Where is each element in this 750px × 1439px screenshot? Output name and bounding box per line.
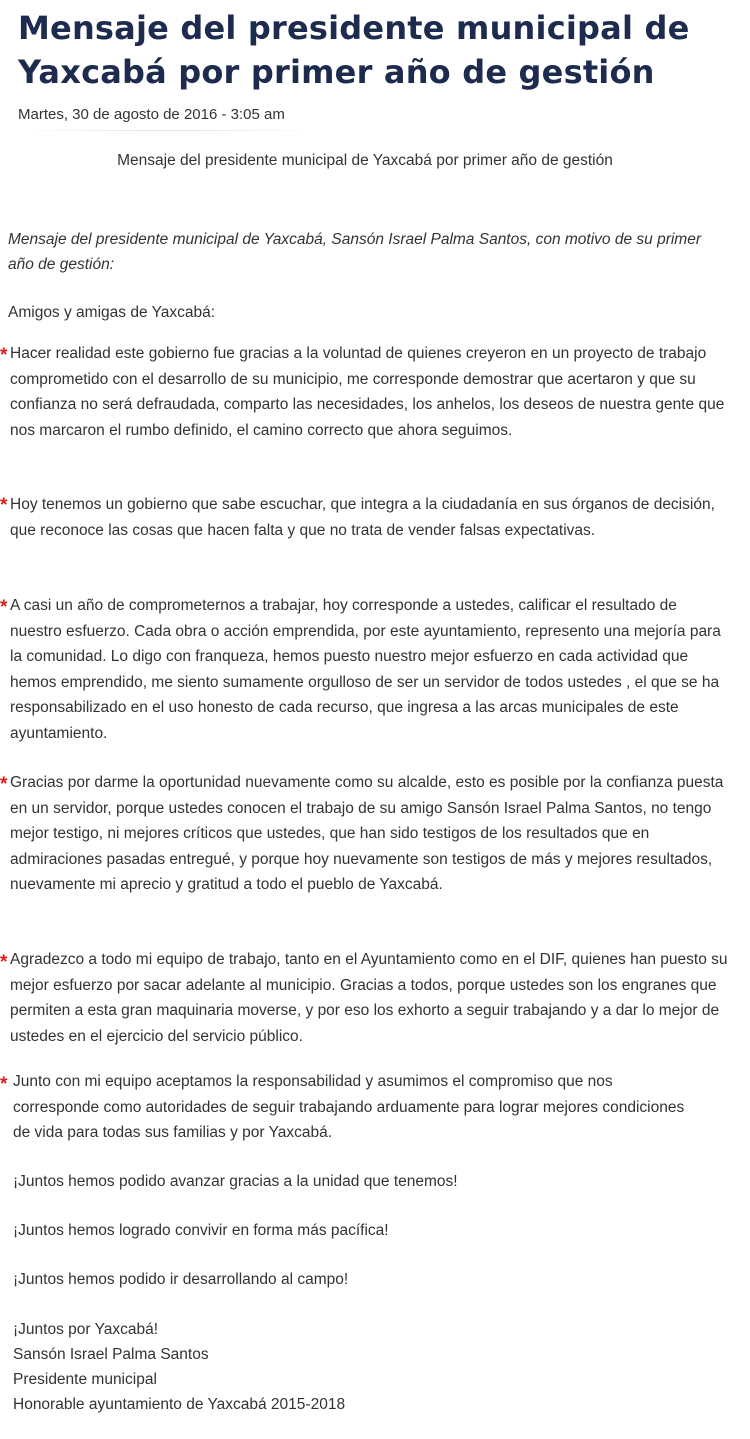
asterisk-bullet-icon: * — [0, 345, 8, 366]
message-paragraph: A casi un año de comprometernos a trabajar, hoy corresponde a ustedes, calificar el resultado de nuestro esfuerzo. Cada obra o acción emprendida, por este ayuntamiento, represento una mejoría para la comunidad. Lo digo con franqueza, hemos puesto nuestro mejor esfuerzo en cada actividad que hemos emprendido, me siento sumamente orgulloso de ser un servidor de todos ustedes , el que se ha responsabilizado en el uso honesto de cada recurso, que ingresa a las arcas municipales de este ayuntamiento. — [10, 597, 721, 742]
closing-line: ¡Juntos hemos podido ir desarrollando al campo! — [13, 1271, 349, 1288]
message-paragraph: Hoy tenemos un gobierno que sabe escuchar, que integra a la ciudadanía en sus órganos de decisión, que reconoce las cosas que hacen falta y que no trata de vender falsas expectativas. — [10, 496, 715, 539]
page-title: Mensaje del presidente municipal de Yaxcabá por primer año de gestión — [18, 9, 690, 91]
signature-role: Presidente municipal — [13, 1371, 157, 1388]
asterisk-bullet-icon: * — [0, 597, 8, 618]
greeting: Amigos y amigas de Yaxcabá: — [8, 304, 216, 321]
closing-line: ¡Juntos hemos podido avanzar gracias a la unidad que tenemos! — [13, 1173, 458, 1190]
article-subtitle: Mensaje del presidente municipal de Yaxcabá por primer año de gestión — [117, 152, 613, 169]
message-paragraph: Junto con mi equipo aceptamos la responsabilidad y asumimos el compromiso que nos corresponde como autoridades de seguir trabajando arduamente para lograr mejores condiciones de vida para todas sus familias y por Yaxcabá. — [13, 1073, 685, 1141]
publish-date: Martes, 30 de agosto de 2016 - 3:05 am — [18, 106, 285, 123]
signature-institution: Honorable ayuntamiento de Yaxcabá 2015-2018 — [13, 1396, 346, 1413]
message-paragraph: Hacer realidad este gobierno fue gracias a la voluntad de quienes creyeron en un proyecto de trabajo comprometido con el desarrollo de su municipio, me corresponde demostrar que acertaron y que su confianza no será defraudada, comparto las necesidades, los anhelos, los deseos de nuestra gente que nos marcaron el rumbo definido, el camino correcto que ahora seguimos. — [10, 345, 725, 439]
date-divider — [18, 130, 318, 131]
asterisk-bullet-icon: * — [0, 1074, 8, 1095]
signature-name: Sansón Israel Palma Santos — [13, 1346, 209, 1363]
closing-line: ¡Juntos hemos logrado convivir en forma más pacífica! — [13, 1222, 389, 1239]
asterisk-bullet-icon: * — [0, 774, 8, 795]
asterisk-bullet-icon: * — [0, 495, 8, 516]
signature-slogan: ¡Juntos por Yaxcabá! — [13, 1321, 159, 1338]
article-intro: Mensaje del presidente municipal de Yaxcabá, Sansón Israel Palma Santos, con motivo de su primer año de gestión: — [8, 231, 701, 273]
message-paragraph: Agradezco a todo mi equipo de trabajo, tanto en el Ayuntamiento como en el DIF, quienes han puesto su mejor esfuerzo por sacar adelante al municipio. Gracias a todos, porque ustedes son los engranes que permiten a esta gran maquinaria moverse, y por eso los exhorto a seguir trabajando y a dar lo mejor de ustedes en el ejercicio del servicio público. — [10, 951, 728, 1045]
message-paragraph: Gracias por darme la oportunidad nuevamente como su alcalde, esto es posible por la confianza puesta en un servidor, porque ustedes conocen el trabajo de su amigo Sansón Israel Palma Santos, no tengo mejor testigo, ni mejores críticos que ustedes, que han sido testigos de los resultados que en admiraciones pasadas entregué, y porque hoy nuevamente son testigos de más y mejores resultados, nuevamente mi aprecio y gratitud a todo el pueblo de Yaxcabá. — [10, 774, 724, 893]
asterisk-bullet-icon: * — [0, 952, 8, 973]
